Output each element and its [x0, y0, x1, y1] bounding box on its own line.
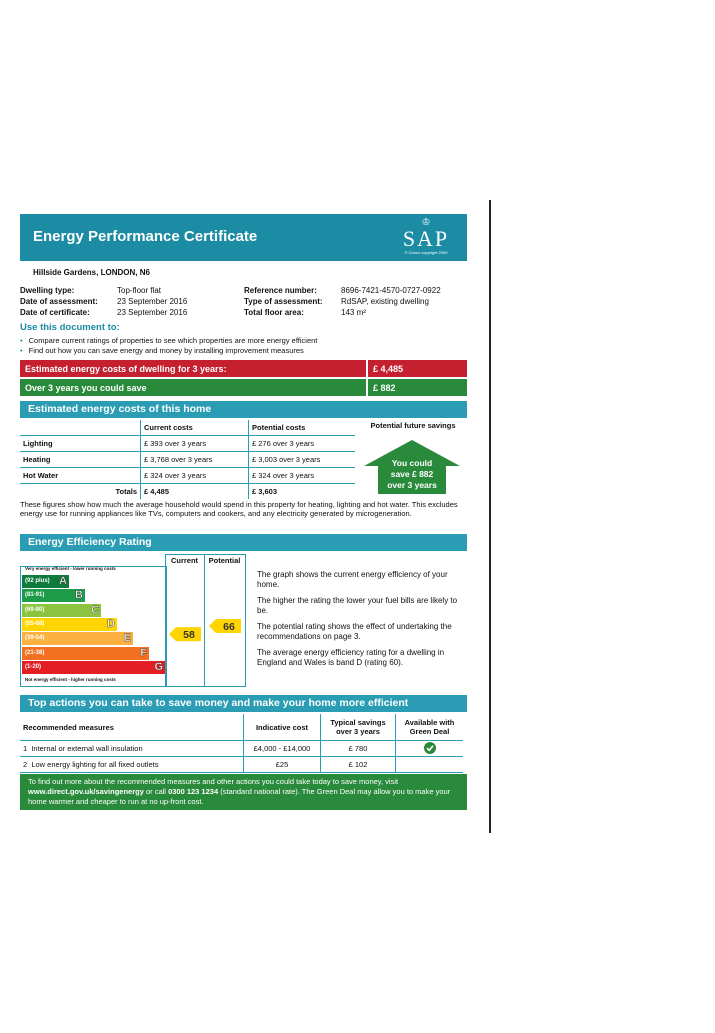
- band-letter: F: [140, 646, 147, 659]
- typical-saving: £ 102: [321, 757, 396, 773]
- band-letter: E: [123, 632, 131, 645]
- savings-header: Potential future savings: [370, 421, 456, 430]
- table-row: [20, 468, 355, 484]
- current-cost: £ 324 over 3 years: [141, 468, 249, 484]
- potential-cost: £ 324 over 3 years: [249, 468, 356, 484]
- meta-value: 143 m²: [341, 308, 366, 317]
- efficient-note: Very energy efficient - lower running costs: [25, 566, 116, 571]
- totals-label: Totals: [115, 487, 137, 496]
- actions-section-header: [20, 695, 467, 712]
- table-header-cell: Indicative cost: [244, 714, 321, 741]
- use-document-list: [20, 336, 317, 355]
- current-cost: £ 393 over 3 years: [141, 436, 249, 452]
- band-range: (92 plus): [25, 578, 50, 584]
- savings-arrow-text: [364, 458, 460, 491]
- footer-info-box: [20, 774, 467, 810]
- measure-number: 1: [23, 744, 28, 753]
- cost-item: Lighting: [20, 436, 141, 452]
- efficiency-text: [257, 570, 469, 667]
- potential-column-header: Potential: [208, 556, 241, 565]
- band-range: (81-91): [25, 592, 45, 599]
- estimated-cost-bar: [20, 360, 467, 377]
- efficiency-paragraph: The potential rating shows the effect of undertaking the recommendations on page 3.: [257, 622, 452, 641]
- table-row: [20, 436, 355, 452]
- costs-note: These figures show how much the average household would spend in this property for heating, lighting and hot water. This excludes energy use for running appliances like TVs, computers and cookers, and any electricity generated by microgeneration.: [20, 500, 458, 518]
- efficiency-paragraph: The graph shows the current energy efficiency of your home.: [257, 570, 448, 589]
- property-address: Hillside Gardens, LONDON, N6: [33, 268, 150, 277]
- measure-name: Internal or external wall insulation: [31, 744, 143, 753]
- potential-cost: £ 3,003 over 3 years: [249, 452, 356, 468]
- table-header-row: [20, 714, 463, 741]
- saving-value: £ 882: [373, 383, 396, 393]
- footer-text-part: (standard national rate). The Green Deal may allow you to make your home warmer and cheaper to run at no up-front cost.: [28, 787, 451, 806]
- meta-value: 23 September 2016: [117, 308, 188, 317]
- green-deal-cell: [396, 741, 464, 757]
- cost-item: Hot Water: [20, 468, 141, 484]
- efficiency-section-header: [20, 534, 467, 551]
- potential-cost: £ 276 over 3 years: [249, 436, 356, 452]
- savings-line: over 3 years: [387, 480, 437, 490]
- totals-potential: £ 3,603: [249, 484, 356, 500]
- left-meta: [20, 285, 187, 318]
- meta-value: RdSAP, existing dwelling: [341, 297, 429, 306]
- indicative-cost: £4,000 - £14,000: [244, 741, 321, 757]
- crown-icon: ♔: [421, 217, 431, 228]
- totals-row: [20, 484, 355, 500]
- table-header-cell: Available with Green Deal: [396, 714, 464, 741]
- band-letter: G: [154, 660, 163, 673]
- meta-label: Dwelling type:: [20, 286, 75, 295]
- section-title: Estimated energy costs of this home: [28, 403, 212, 415]
- costs-table: [20, 420, 355, 499]
- current-cost: £ 3,768 over 3 years: [141, 452, 249, 468]
- meta-label: Date of certificate:: [20, 308, 90, 317]
- savings-line: You could: [391, 458, 433, 468]
- measure-cell: [20, 741, 244, 757]
- band-letter: B: [75, 589, 83, 602]
- current-column-header: Current: [170, 556, 199, 565]
- measure-name: Low energy lighting for all fixed outlets: [31, 760, 159, 769]
- sap-logo-text: SAP: [402, 226, 450, 251]
- measure-number: 2: [23, 760, 28, 769]
- table-header-cell: Current costs: [141, 420, 249, 436]
- meta-label: Total floor area:: [244, 308, 304, 317]
- table-header-cell: [20, 420, 141, 436]
- potential-rating-marker: [209, 619, 241, 633]
- table-header-row: [20, 420, 355, 436]
- meta-label: Date of assessment:: [20, 297, 98, 306]
- use-document-title: Use this document to:: [20, 322, 120, 333]
- band-letter: D: [107, 617, 115, 630]
- measure-cell: [20, 757, 244, 773]
- estimated-cost-label: Estimated energy costs of dwelling for 3 years:: [25, 364, 227, 374]
- typical-saving: £ 780: [321, 741, 396, 757]
- savings-line: save £ 882: [390, 469, 434, 479]
- indicative-cost: £25: [244, 757, 321, 773]
- sap-logo: [393, 218, 459, 258]
- totals-current: £ 4,485: [141, 484, 249, 500]
- efficiency-paragraph: The average energy efficiency rating for a dwelling in England and Wales is band D (rating 60).: [257, 648, 445, 667]
- estimated-cost-value: £ 4,485: [373, 364, 404, 374]
- rating-markers: [20, 554, 245, 686]
- green-deal-cell: [396, 757, 464, 773]
- band-range: (21-38): [25, 649, 45, 656]
- table-row: [20, 452, 355, 468]
- crown-copyright: © Crown copyright 2009: [404, 250, 448, 255]
- list-item: • Compare current ratings of properties to see which properties are more energy efficient: [20, 336, 317, 346]
- band-range: (1-20): [25, 663, 42, 670]
- band-range: (55-68): [25, 620, 45, 627]
- right-meta: [244, 285, 441, 318]
- meta-value: Top-floor flat: [117, 286, 162, 295]
- table-row: [20, 741, 463, 757]
- costs-section-header: [20, 401, 467, 418]
- table-row: [20, 757, 463, 773]
- footer-text-part: or call: [143, 787, 169, 796]
- list-item: • Find out how you can save energy and money by installing improvement measures: [20, 346, 317, 356]
- current-rating-marker: [169, 627, 201, 641]
- saving-label: Over 3 years you could save: [25, 383, 147, 393]
- table-header-cell: Potential costs: [249, 420, 356, 436]
- certificate-header: [20, 214, 467, 261]
- section-title: Top actions you can take to save money and make your home more efficient: [28, 697, 409, 709]
- band-letter: C: [91, 603, 99, 616]
- footer-text-part: To find out more about the recommended measures and other actions you could take today to save money, visit: [28, 777, 399, 786]
- efficiency-paragraph: The higher the rating the lower your fuel bills are likely to be.: [257, 596, 458, 615]
- current-rating-marker-value: 58: [183, 629, 195, 642]
- section-title: Energy Efficiency Rating: [28, 536, 152, 548]
- check-circle-icon: [424, 742, 436, 754]
- meta-value: 23 September 2016: [117, 297, 188, 306]
- meta-value: 8696-7421-4570-0727-0922: [341, 286, 441, 295]
- meta-label: Type of assessment:: [244, 297, 323, 306]
- saving-bar: [20, 379, 467, 396]
- inefficient-note: Not energy efficient - higher running costs: [25, 677, 116, 682]
- page-title: Energy Performance Certificate: [33, 228, 258, 245]
- footer-link[interactable]: www.direct.gov.uk/savingenergy: [28, 787, 144, 796]
- actions-table: [20, 714, 463, 773]
- cost-item: Heating: [20, 452, 141, 468]
- band-letter: A: [59, 575, 67, 587]
- meta-label: Reference number:: [244, 286, 317, 295]
- page-edge-line: [489, 200, 491, 833]
- footer-phone: 0300 123 1234: [168, 787, 219, 796]
- band-range: (69-80): [25, 606, 45, 613]
- table-header-cell: Recommended measures: [20, 714, 244, 741]
- potential-rating-marker-value: 66: [223, 620, 235, 633]
- efficiency-rating-graph: [20, 554, 245, 686]
- band-range: (39-54): [25, 635, 45, 642]
- footer-text: [28, 777, 463, 807]
- table-header-cell: Typical savings over 3 years: [321, 714, 396, 741]
